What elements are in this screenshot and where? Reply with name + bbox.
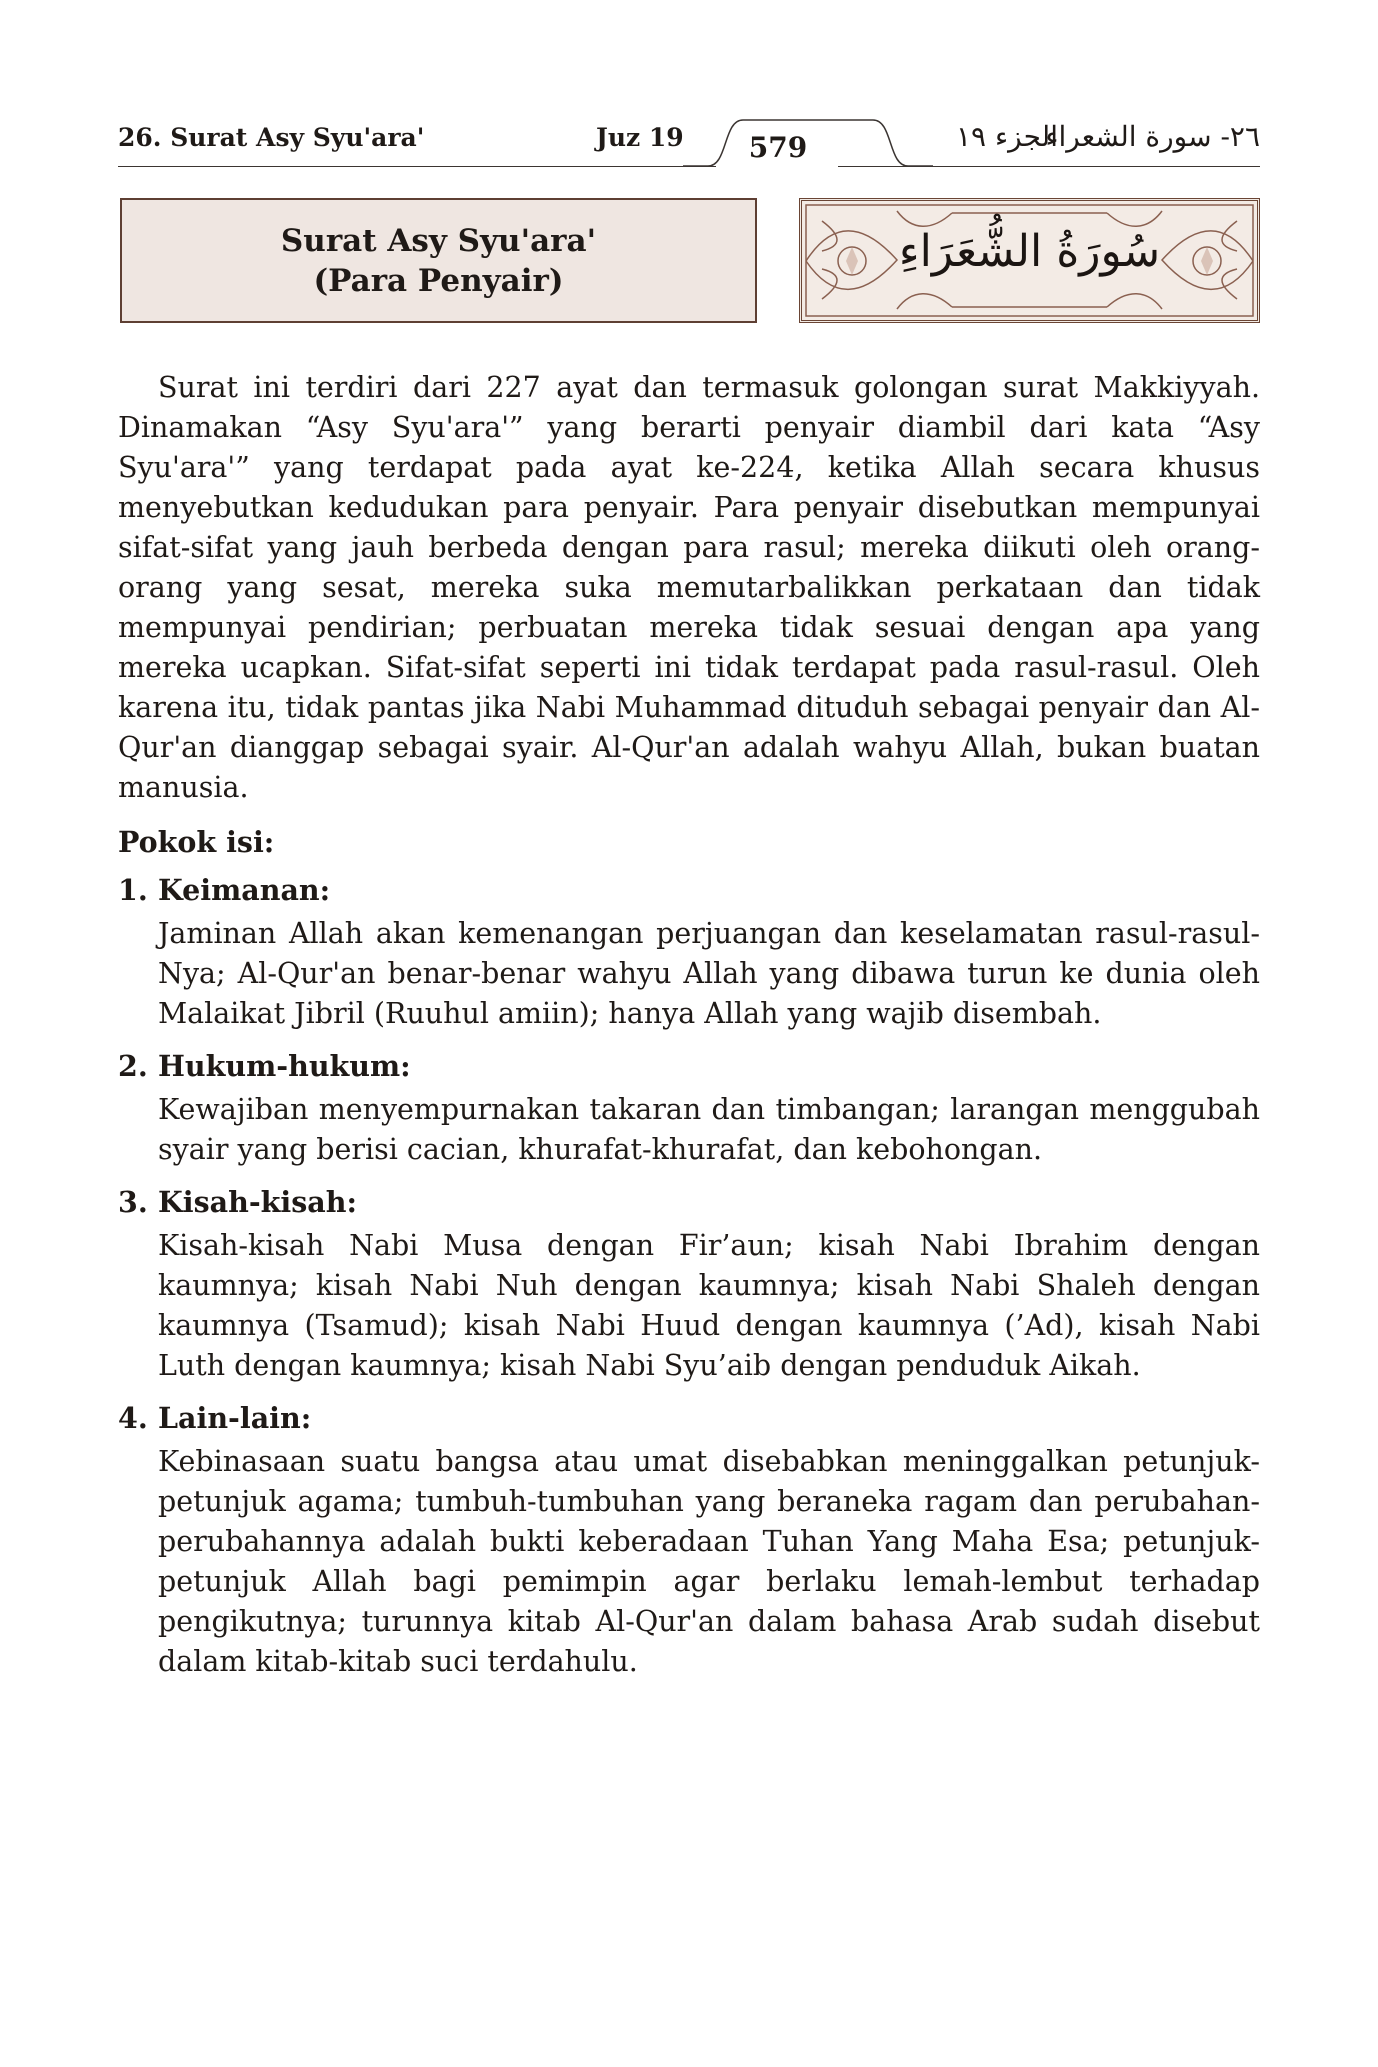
list-item <box>118 1046 1260 1170</box>
page-body <box>118 368 1260 1694</box>
item-number: 2. <box>118 1049 148 1083</box>
item-number: 1. <box>118 873 148 907</box>
header-juz-arabic: الجزء ١٩ <box>956 120 1058 153</box>
item-heading: Hukum-hukum: <box>158 1049 411 1083</box>
item-text: Kebinasaan suatu bangsa atau umat disebabkan meninggalkan petunjuk-petunjuk agama; tumbuh-tumbuhan yang beraneka ragam dan perubahan-perubahannya adalah bukti keberadaan Tuhan Yang Maha Esa; petunjuk-petunjuk Allah bagi pemimpin agar berlaku lemah-lembut terhadap pengikutnya; turunnya kitab Al-Qur'an dalam bahasa Arab sudah disebut dalam kitab-kitab suci terdahulu. <box>158 1445 1260 1678</box>
surah-title-box <box>120 198 757 323</box>
list-item <box>118 1182 1260 1386</box>
page-number: 579 <box>748 131 808 164</box>
list-item <box>118 1398 1260 1682</box>
header-juz-label: Juz 19 <box>596 123 684 152</box>
list-item <box>118 870 1260 1034</box>
item-heading: Kisah-kisah: <box>158 1185 357 1219</box>
page-header <box>118 118 1260 168</box>
header-surah-title: 26. Surat Asy Syu'ara' <box>118 123 425 152</box>
item-text: Kisah-kisah Nabi Musa dengan Fir’aun; kisah Nabi Ibrahim dengan kaumnya; kisah Nabi Nuh dengan kaumnya; kisah Nabi Shaleh dengan kaumnya (Tsamud); kisah Nabi Huud dengan kaumnya (’Ad), kisah Nabi Luth dengan kaumnya; kisah Nabi Syu’aib dengan penduduk Aikah. <box>158 1229 1260 1382</box>
intro-paragraph: Surat ini terdiri dari 227 ayat dan termasuk golongan surat Makkiyyah. Dinamakan “Asy Syu'ara'” yang berarti penyair diambil dari kata “Asy Syu'ara'” yang terdapat pada ayat ke-224, ketika Allah secara khusus menyebutkan kedudukan para penyair. Para penyair disebutkan mempunyai sifat-sifat yang jauh berbeda dengan para rasul; mereka diikuti oleh orang-orang yang sesat, mereka suka memutarbalikkan perkataan dan tidak mempunyai pendirian; perbuatan mereka tidak sesuai dengan apa yang mereka ucapkan. Sifat-sifat seperti ini tidak terdapat pada rasul-rasul. Oleh karena itu, tidak pantas jika Nabi Muhammad dituduh sebagai penyair dan Al-Qur'an dianggap sebagai syair. Al-Qur'an adalah wahyu Allah, bukan buatan manusia. <box>118 371 1260 804</box>
item-heading: Lain-lain: <box>158 1401 312 1435</box>
item-text: Kewajiban menyempurnakan takaran dan timbangan; larangan menggubah syair yang berisi cacian, khurafat-khurafat, dan kebohongan. <box>158 1093 1260 1166</box>
item-text: Jaminan Allah akan kemenangan perjuangan dan keselamatan rasul-rasul-Nya; Al-Qur'an benar-benar wahyu Allah yang dibawa turun ke dunia oleh Malaikat Jibril (Ruuhul amiin); hanya Allah yang wajib disembah. <box>158 917 1260 1030</box>
item-number: 4. <box>118 1401 148 1435</box>
item-heading: Keimanan: <box>158 873 331 907</box>
pokok-isi-heading: Pokok isi: <box>118 825 275 859</box>
surah-title-latin: Surat Asy Syu'ara' <box>280 222 597 259</box>
header-rule-left <box>118 166 716 167</box>
surah-ornament-box <box>799 198 1260 323</box>
item-number: 3. <box>118 1185 148 1219</box>
surah-name-arabic: سُورَةُ الشُّعَرَاءِ <box>898 226 1161 277</box>
surah-title-meaning: (Para Penyair) <box>313 262 564 299</box>
header-surah-arabic: ٢٦- سورة الشعراء <box>1045 120 1260 153</box>
